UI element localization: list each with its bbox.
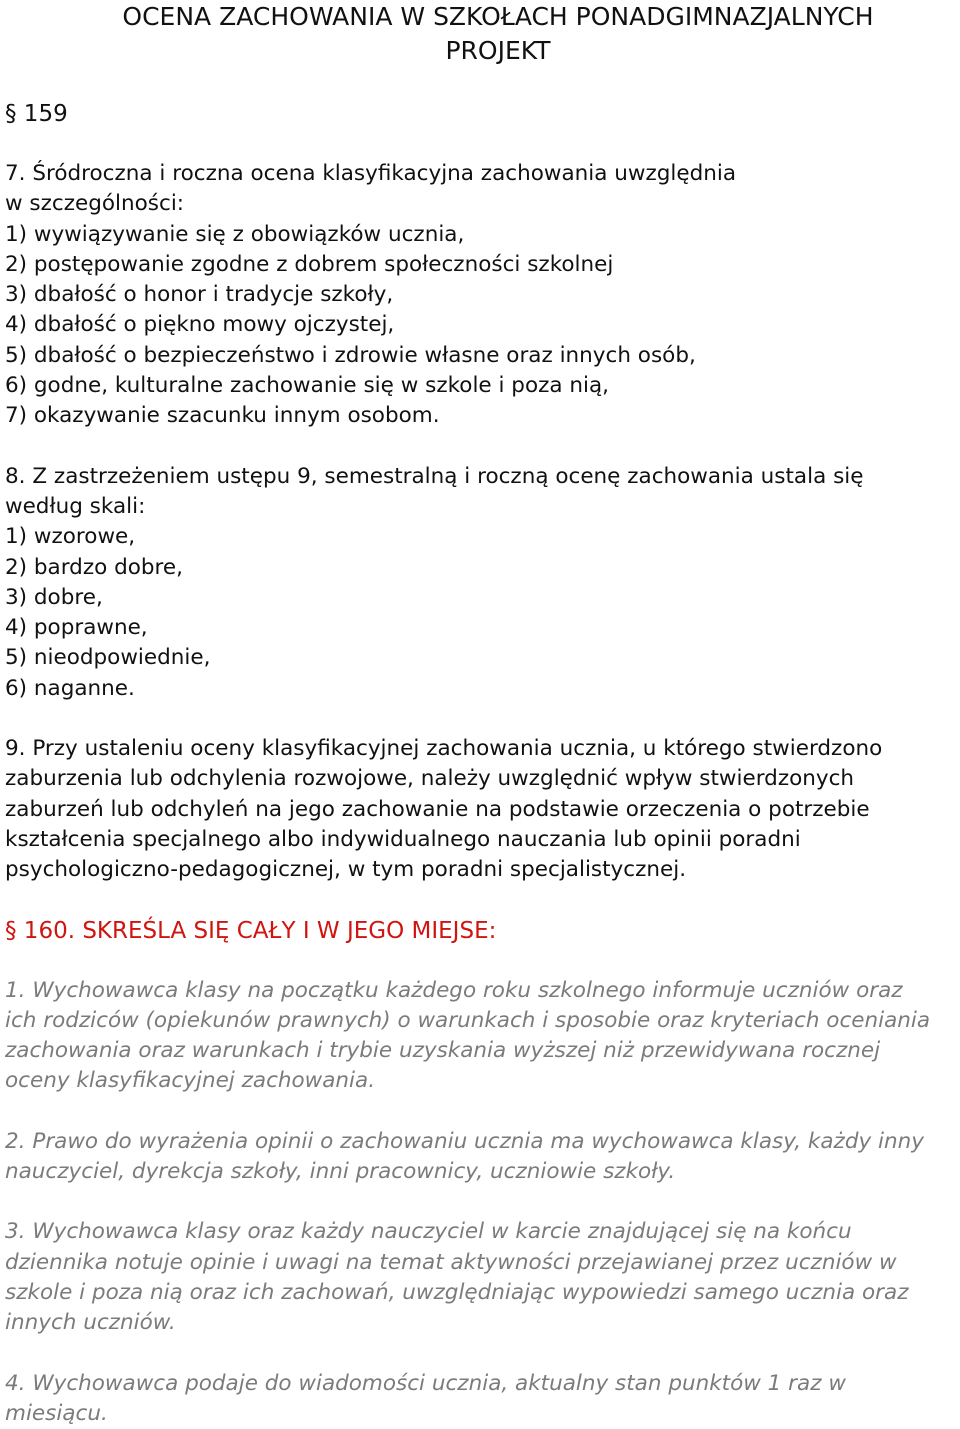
list-item: 4) dbałość o piękno mowy ojczystej, — [5, 310, 955, 340]
removed-line: nauczyciel, dyrekcja szkoły, inni pracownicy, uczniowie szkoły. — [5, 1157, 955, 1187]
paragraph-9-line: 9. Przy ustaleniu oceny klasyfikacyjnej zachowania ucznia, u którego stwierdzono — [5, 734, 955, 764]
list-item: 6) godne, kulturalne zachowanie się w szkole i poza nią, — [5, 371, 955, 401]
paragraph-7-line: 7. Śródroczna i roczna ocena klasyfikacyjna zachowania uwzględnia — [5, 159, 955, 189]
list-item: 3) dobre, — [5, 583, 955, 613]
list-item: 6) naganne. — [5, 674, 955, 704]
removed-line: innych uczniów. — [5, 1308, 955, 1338]
title-line-2: PROJEKT — [41, 34, 955, 68]
section-159-heading: § 159 — [5, 99, 955, 129]
list-item: 1) wzorowe, — [5, 522, 955, 552]
list-item: 5) dbałość o bezpieczeństwo i zdrowie własne oraz innych osób, — [5, 341, 955, 371]
removed-line: dziennika notuje opinie i uwagi na temat aktywności przejawianej przez uczniów w — [5, 1248, 955, 1278]
list-item: 3) dbałość o honor i tradycje szkoły, — [5, 280, 955, 310]
list-item: 2) bardzo dobre, — [5, 553, 955, 583]
list-item: 2) postępowanie zgodne z dobrem społeczności szkolnej — [5, 250, 955, 280]
removed-line: ich rodziców (opiekunów prawnych) o warunkach i sposobie oraz kryteriach oceniania — [5, 1006, 955, 1036]
paragraph-8-line: 8. Z zastrzeżeniem ustępu 9, semestralną i roczną ocenę zachowania ustala się — [5, 462, 955, 492]
document-page — [5, 0, 955, 1429]
removed-line: 4. Wychowawca podaje do wiadomości ucznia, aktualny stan punktów 1 raz w — [5, 1369, 955, 1399]
paragraph-9-line: kształcenia specjalnego albo indywidualnego nauczania lub opinii poradni — [5, 825, 955, 855]
list-item: 1) wywiązywanie się z obowiązków ucznia, — [5, 220, 955, 250]
paragraph-9-line: zaburzeń lub odchyleń na jego zachowanie na podstawie orzeczenia o potrzebie — [5, 795, 955, 825]
paragraph-8 — [5, 462, 955, 704]
paragraph-7-line: w szczególności: — [5, 189, 955, 219]
removed-line: 3. Wychowawca klasy oraz każdy nauczyciel w karcie znajdującej się na końcu — [5, 1217, 955, 1247]
paragraph-9-line: zaburzenia lub odchylenia rozwojowe, należy uwzględnić wpływ stwierdzonych — [5, 764, 955, 794]
paragraph-7 — [5, 159, 955, 432]
paragraph-9 — [5, 734, 955, 885]
removed-line: 2. Prawo do wyrażenia opinii o zachowaniu ucznia ma wychowawca klasy, każdy inny — [5, 1127, 955, 1157]
removed-line: 1. Wychowawca klasy na początku każdego roku szkolnego informuje uczniów oraz — [5, 976, 955, 1006]
paragraph-8-line: według skali: — [5, 492, 955, 522]
list-item: 4) poprawne, — [5, 613, 955, 643]
list-item: 7) okazywanie szacunku innym osobom. — [5, 401, 955, 431]
removed-paragraph-2 — [5, 1127, 955, 1188]
list-item: 5) nieodpowiednie, — [5, 643, 955, 673]
title-line-1: OCENA ZACHOWANIA W SZKOŁACH PONADGIMNAZJALNYCH — [41, 0, 955, 34]
removed-paragraph-1 — [5, 976, 955, 1097]
document-title — [5, 0, 955, 68]
removed-line: miesiącu. — [5, 1399, 955, 1429]
removed-line: oceny klasyfikacyjnej zachowania. — [5, 1066, 955, 1096]
removed-paragraph-4 — [5, 1369, 955, 1429]
removed-line: zachowania oraz warunkach i trybie uzyskania wyższej niż przewidywana rocznej — [5, 1036, 955, 1066]
paragraph-9-line: psychologiczno-pedagogicznej, w tym poradni specjalistycznej. — [5, 855, 955, 885]
section-160-heading: § 160. SKREŚLA SIĘ CAŁY I W JEGO MIEJSE: — [5, 916, 955, 946]
removed-paragraph-3 — [5, 1217, 955, 1338]
removed-line: szkole i poza nią oraz ich zachowań, uwzględniając wypowiedzi samego ucznia oraz — [5, 1278, 955, 1308]
